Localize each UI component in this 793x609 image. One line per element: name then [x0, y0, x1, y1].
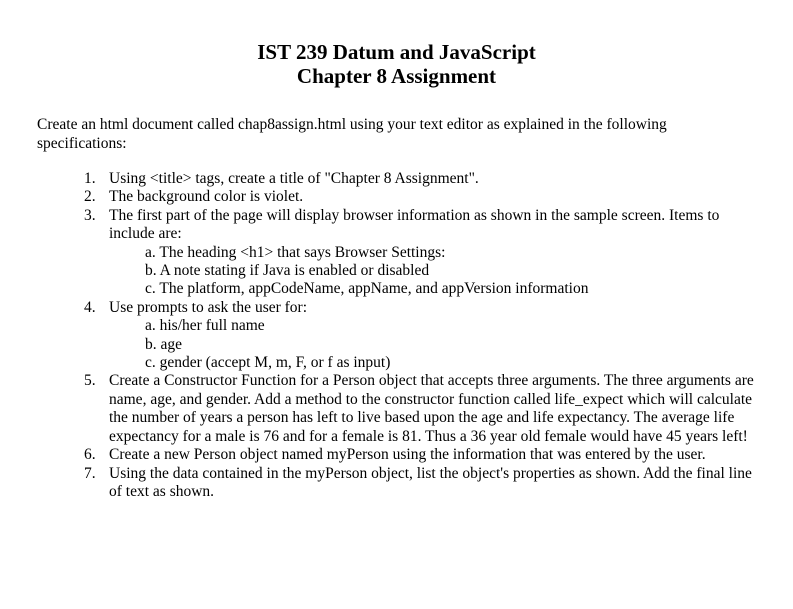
document-title: [0, 40, 793, 88]
item-text: Create a new Person object named myPerson using the information that was entered by the user.: [109, 446, 706, 464]
item-number: 5.: [84, 372, 96, 390]
item-text: The first part of the page will display browser information as shown in the sample screen. Items to include are:: [109, 206, 720, 243]
item-number: 7.: [84, 464, 96, 482]
item-number: 3.: [84, 206, 96, 224]
title-line-2: Chapter 8 Assignment: [296, 64, 497, 88]
item-text: Using <title> tags, create a title of "Chapter 8 Assignment".: [109, 170, 479, 187]
sub-item: a. The heading <h1> that says Browser Settings:: [145, 243, 446, 261]
item-text: The background color is violet.: [109, 188, 304, 206]
list-item-3: [0, 207, 759, 299]
list-item-1: [0, 170, 759, 188]
sub-item: c. gender (accept M, m, F, or f as input): [145, 354, 391, 372]
specification-list: [0, 170, 793, 501]
title-line-1: IST 239 Datum and JavaScript: [257, 40, 536, 64]
item-number: 4.: [84, 298, 96, 316]
item-number: 1.: [84, 170, 96, 187]
list-item-2: [0, 188, 759, 206]
sub-item: c. The platform, appCodeName, appName, and appVersion information: [145, 280, 589, 298]
item-text: Create a Constructor Function for a Person object that accepts three arguments. The three arguments are name, age, and gender. Add a method to the constructor function called life_expect which will calculate the number of years a person has left to live based upon the age and life expectancy. The average life expectancy for a male is 76 and for a female is 81. Thus a 36 year old female would have 45 years left!: [109, 372, 754, 445]
sub-item: b. A note stating if Java is enabled or disabled: [145, 262, 430, 280]
list-item-7: [0, 465, 759, 502]
item-text: Use prompts to ask the user for:: [109, 298, 308, 316]
item-number: 2.: [84, 188, 96, 206]
item-text: Using the data contained in the myPerson object, list the object's properties as shown. Add the final line of text as shown.: [109, 464, 752, 500]
list-item-6: [0, 446, 759, 464]
sub-item: a. his/her full name: [145, 317, 265, 335]
list-item-5: [0, 372, 759, 446]
sub-item: b. age: [145, 335, 183, 353]
item-number: 6.: [84, 446, 96, 464]
intro-paragraph: Create an html document called chap8assign.html using your text editor as explained in the following specifications:: [37, 116, 667, 152]
list-item-4: [0, 299, 759, 373]
